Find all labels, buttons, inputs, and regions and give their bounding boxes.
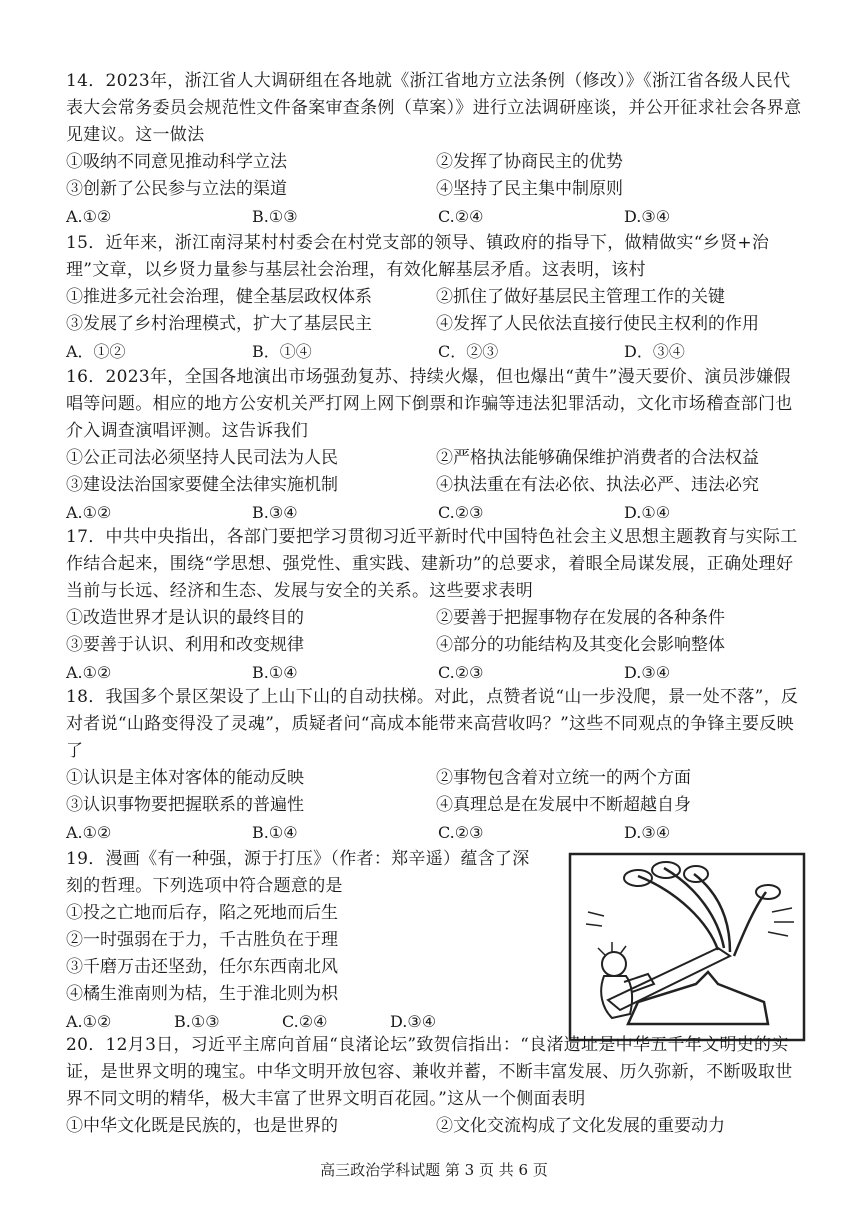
option-2: ②一时强弱在于力，千古胜负在于理: [66, 930, 338, 950]
answer-choices: [66, 659, 806, 686]
answer-c: C．②③: [438, 342, 499, 361]
answer-b: B.①③: [252, 207, 298, 226]
question-stem: 16．2023年，全国各地演出市场强劲复苏、持续火爆，但也爆出“黄牛”漫天要价、演员涉嫌假唱等问题。相应的地方公安机关严打网上网下倒票和诈骗等违法犯罪活动，文化市场稽查部门也介入调查演唱评测。这告诉我们: [66, 367, 793, 441]
answer-b: B.③④: [252, 503, 298, 522]
question-stem: 17．中共中央指出，各部门要把学习贯彻习近平新时代中国特色社会主义思想主题教育与实际工作结合起来，围绕“学思想、强党性、重实践、建新功”的总要求，着眼全局谋发展，正确处理好当前与长远、经济和生态、发展与安全的关系。这些要求表明: [66, 527, 798, 601]
question-18: [66, 684, 806, 846]
answer-b: B.①③: [174, 1012, 220, 1031]
answer-c: C.②④: [282, 1012, 328, 1031]
option-1: ①吸纳不同意见推动科学立法: [66, 152, 287, 172]
option-4: ④部分的功能结构及其变化会影响整体: [436, 635, 725, 655]
answer-a: A.①②: [66, 1012, 112, 1031]
option-2: ②要善于把握事物存在发展的各种条件: [436, 608, 725, 628]
answer-b: B.①④: [252, 663, 298, 682]
answer-a: A．①②: [66, 342, 126, 361]
answer-a: A.①②: [66, 663, 112, 682]
comic-illustration: [568, 852, 806, 1042]
option-4: ④发挥了人民依法直接行使民主权利的作用: [436, 314, 759, 334]
question-20: [66, 1032, 806, 1140]
page-footer: 高三政治学科试题 第 3 页 共 6 页: [320, 1161, 548, 1179]
option-3: ③要善于认识、利用和改变规律: [66, 635, 304, 655]
answer-c: C.②③: [438, 663, 484, 682]
comic-drawing: [568, 852, 806, 1042]
option-list: [66, 445, 806, 499]
answer-choices: [66, 203, 806, 230]
question-stem: 14．2023年，浙江省人大调研组在各地就《浙江省地方立法条例（修改）》《浙江省各级人民代表大会常务委员会规范性文件备案审查条例（草案）》进行立法调研座谈，并公开征求社会各界意见建议。这一做法: [66, 71, 802, 145]
option-4: ④橘生淮南则为桔，生于淮北则为枳: [66, 984, 338, 1004]
option-2: ②发挥了协商民主的优势: [436, 152, 623, 172]
question-stem-line-1: 19．漫画《有一种强，源于打压》（作者：郑辛遥）蕴含了深: [66, 849, 530, 869]
question-stem-line-2: 刻的哲理。下列选项中符合题意的是: [66, 876, 343, 896]
answer-a: A.①②: [66, 207, 112, 226]
question-stem: 18．我国多个景区架设了上山下山的自动扶梯。对此，点赞者说“山一步没爬，景一处不落”，反对者说“山路变得没了灵魂”，质疑者问“高成本能带来高营收吗？”这些不同观点的争锋主要反映了: [66, 687, 799, 761]
option-3: ③创新了公民参与立法的渠道: [66, 179, 287, 199]
question-17: [66, 524, 806, 686]
answer-d: D．③④: [624, 342, 685, 361]
option-4: ④执法重在有法必依、执法必严、违法必究: [436, 475, 759, 495]
option-4: ④真理总是在发展中不断超越自身: [436, 795, 691, 815]
option-2: ②严格执法能够确保维护消费者的合法权益: [436, 448, 759, 468]
answer-choices: [66, 499, 806, 526]
answer-choices: [66, 338, 806, 365]
answer-a: A.①②: [66, 503, 112, 522]
option-2: ②抓住了做好基层民主管理工作的关键: [436, 287, 725, 307]
option-list: [66, 149, 806, 203]
option-list: [66, 1113, 806, 1140]
answer-a: A.①②: [66, 823, 112, 842]
option-list: [66, 284, 806, 338]
option-3: ③建设法治国家要健全法律实施机制: [66, 475, 338, 495]
answer-c: C.②③: [438, 503, 484, 522]
answer-c: C.②③: [438, 823, 484, 842]
question-19: [66, 846, 556, 1035]
option-4: ④坚持了民主集中制原则: [436, 179, 623, 199]
option-3: ③认识事物要把握联系的普遍性: [66, 795, 304, 815]
option-1: ①中华文化既是民族的，也是世界的: [66, 1116, 338, 1136]
answer-d: D.①④: [624, 503, 671, 522]
question-14: [66, 68, 806, 230]
question-16: [66, 364, 806, 526]
option-1: ①认识是主体对客体的能动反映: [66, 768, 304, 788]
option-1: ①改造世界才是认识的最终目的: [66, 608, 304, 628]
answer-choices: [66, 819, 806, 846]
answer-d: D.③④: [390, 1012, 437, 1031]
option-1: ①投之亡地而后存，陷之死地而后生: [66, 903, 338, 923]
option-3: ③发展了乡村治理模式，扩大了基层民主: [66, 314, 372, 334]
question-stem: 15．近年来，浙江南浔某村村委会在村党支部的领导、镇政府的指导下，做精做实“乡贤+治理”文章，以乡贤力量参与基层社会治理，有效化解基层矛盾。这表明，该村: [66, 233, 770, 280]
option-2: ②事物包含着对立统一的两个方面: [436, 768, 691, 788]
option-1: ①公正司法必须坚持人民司法为人民: [66, 448, 338, 468]
answer-d: D.③④: [624, 823, 671, 842]
option-list: [66, 605, 806, 659]
option-1: ①推进多元社会治理，健全基层政权体系: [66, 287, 372, 307]
answer-c: C.②④: [438, 207, 484, 226]
answer-choices: [66, 1008, 556, 1035]
option-3: ③千磨万击还坚劲，任尔东西南北风: [66, 957, 338, 977]
option-2: ②文化交流构成了文化发展的重要动力: [436, 1116, 725, 1136]
option-list: [66, 765, 806, 819]
answer-d: D.③④: [624, 663, 671, 682]
question-stem: 20．12月3日，习近平主席向首届“良渚论坛”致贺信指出：“良渚遗址是中华五千年文明史的实证，是世界文明的瑰宝。中华文明开放包容、兼收并蓄，不断丰富发展、历久弥新，不断吸取世界不同文明的精华，极大丰富了世界文明百花园。”这从一个侧面表明: [66, 1035, 793, 1109]
question-15: [66, 230, 806, 365]
answer-b: B.①④: [252, 823, 298, 842]
answer-b: B．①④: [252, 342, 312, 361]
option-list: [66, 900, 556, 1008]
answer-d: D.③④: [624, 207, 671, 226]
